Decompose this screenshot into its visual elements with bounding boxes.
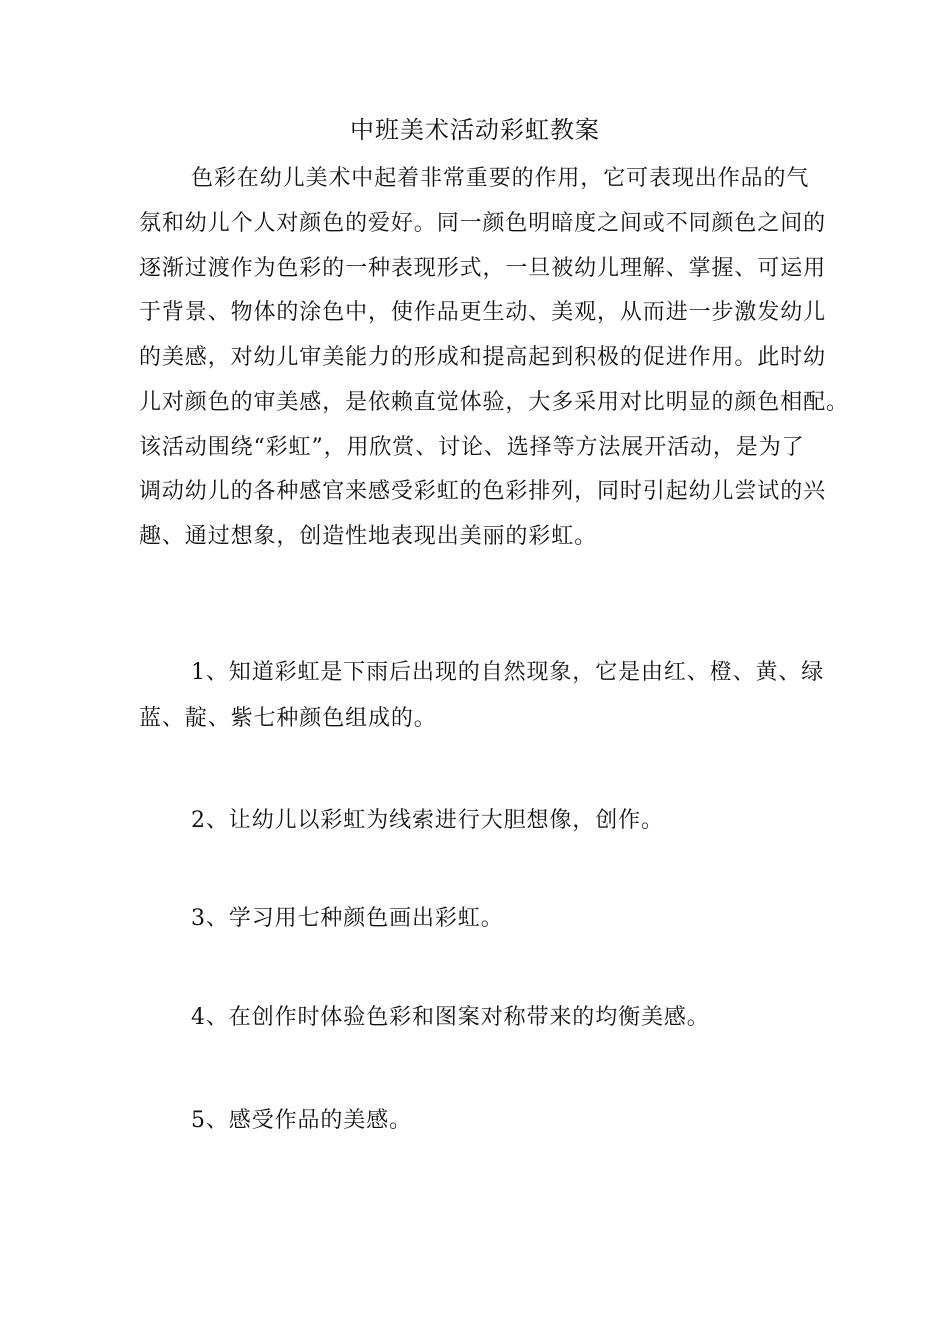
intro-line: 调动幼儿的各种感官来感受彩虹的色彩排列，同时引起幼儿尝试的兴 [139,479,827,505]
intro-line: 趣、通过想象，创造性地表现出美丽的彩虹。 [139,524,598,549]
goal-item-1 [139,650,829,742]
goal-item-5 [139,1098,829,1144]
goal-line: 4、在创作时体验色彩和图案对称带来的均衡美感。 [191,1005,710,1030]
goal-line: 2、让幼儿以彩虹为线索进行大胆想像，创作。 [191,808,664,833]
goal-item-2 [139,798,829,844]
goal-item-4 [139,995,829,1041]
intro-line: 于背景、物体的涂色中，使作品更生动、美观，从而进一步激发幼儿 [139,300,827,326]
intro-line: 的美感，对幼儿审美能力的形成和提高起到积极的促进作用。此时幼 [139,345,827,370]
intro-paragraph [139,157,849,560]
intro-line: 儿对颜色的审美感，是依赖直觉体验，大多采用对比明显的颜色相配。 [139,389,849,415]
intro-line: 氛和幼儿个人对颜色的爱好。同一颜色明暗度之间或不同颜色之间的 [139,210,827,236]
goal-line: 1、知道彩虹是下雨后出现的自然现象，它是由红、橙、黄、绿 [191,660,825,685]
goal-item-3 [139,896,829,942]
intro-line: 该活动围绕“彩虹”，用欣赏、讨论、选择等方法展开活动，是为了 [139,434,805,460]
goal-line: 蓝、靛、紫七种颜色组成的。 [139,706,437,731]
intro-line: 色彩在幼儿美术中起着非常重要的作用，它可表现出作品的气 [191,166,810,191]
intro-line: 逐渐过渡作为色彩的一种表现形式，一旦被幼儿理解、掌握、可运用 [139,255,827,281]
document-title: 中班美术活动彩虹教案 [350,116,600,144]
goal-line: 5、感受作品的美感。 [191,1108,412,1133]
goal-line: 3、学习用七种颜色画出彩虹。 [191,906,504,931]
